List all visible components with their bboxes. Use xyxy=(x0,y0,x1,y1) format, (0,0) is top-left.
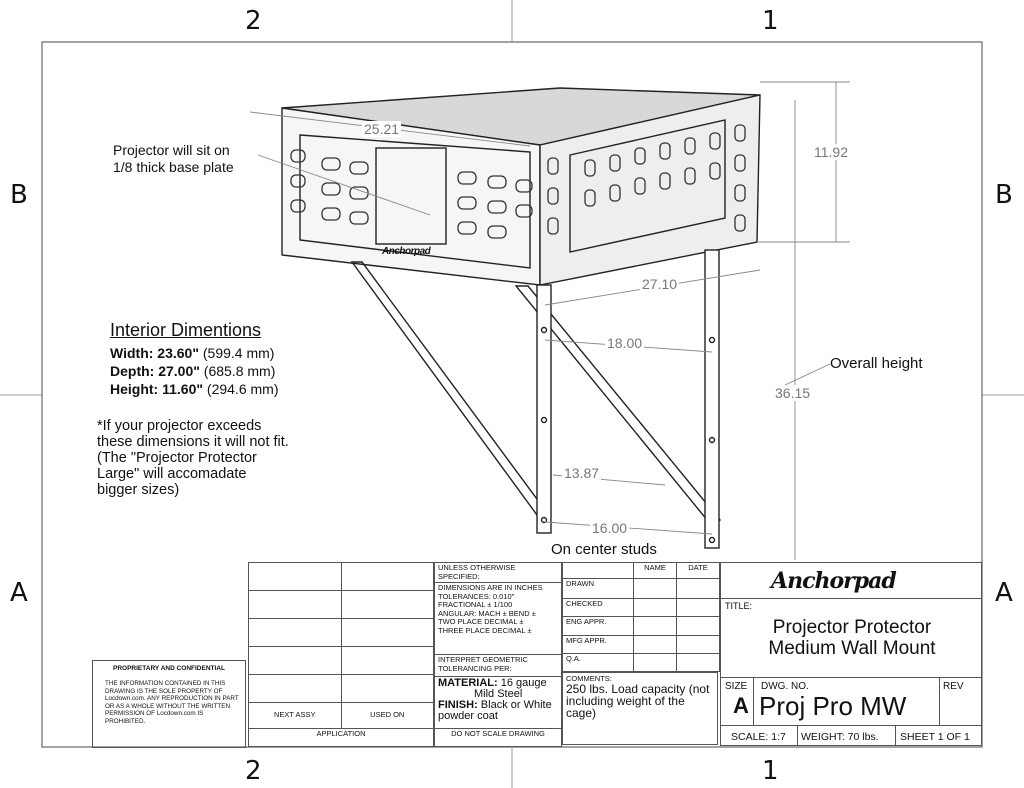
size-value: A xyxy=(733,693,749,718)
dimension-brace: 13.87 xyxy=(564,465,600,481)
weight-value: WEIGHT: 70 lbs. xyxy=(801,731,879,743)
material-label: MATERIAL: xyxy=(438,677,498,689)
comments-label: COMMENTS: xyxy=(566,674,612,683)
comments-box xyxy=(562,672,718,745)
zone-label-right-a: A xyxy=(995,578,1013,608)
material-value: 16 gauge xyxy=(500,677,547,689)
drawn-label: DRAWN xyxy=(563,579,634,599)
dwg-no-value: Proj Pro MW xyxy=(759,691,907,721)
no-scale-label: DO NOT SCALE DRAWING xyxy=(435,729,562,747)
sheet-value: SHEET 1 OF 1 xyxy=(900,731,970,743)
material-value-2: Mild Steel xyxy=(474,688,523,700)
callout-base-plate-line1: Projector will sit on xyxy=(113,142,230,158)
interior-depth-mm: (685.8 mm) xyxy=(203,363,276,379)
finish-label: FINISH: xyxy=(438,699,478,711)
tolerance-line: DIMENSIONS ARE IN INCHES xyxy=(438,583,543,592)
next-assy-label: NEXT ASSY xyxy=(249,703,342,729)
dimension-overall-height: 36.15 xyxy=(775,385,811,401)
scale-value: SCALE: 1:7 xyxy=(731,731,786,743)
mfg-appr-label: MFG APPR. xyxy=(563,635,634,653)
interpret-label: INTERPRET GEOMETRIC TOLERANCING PER: xyxy=(435,655,562,677)
plate-logo: Anchorpad xyxy=(382,246,431,257)
drawing-title-line2: Medium Wall Mount xyxy=(768,638,936,659)
title-label: TITLE: xyxy=(725,601,753,611)
finish-value: Black or White xyxy=(480,699,552,711)
tolerance-line: ANGULAR: MACH ± BEND ± xyxy=(438,608,536,618)
tolerance-line: TWO PLACE DECIMAL ± xyxy=(438,617,524,626)
warning-note xyxy=(97,418,289,498)
zone-label-top-2: 2 xyxy=(245,6,262,36)
callout-overall-height: Overall height xyxy=(830,355,923,372)
zone-label-top-1: 1 xyxy=(762,6,779,36)
warning-line: these dimensions it will not fit. xyxy=(97,434,289,450)
callout-center-studs: On center studs xyxy=(551,541,657,558)
approvals-block xyxy=(562,562,720,672)
zone-label-bottom-1: 1 xyxy=(762,756,779,786)
interior-height-mm: (294.6 mm) xyxy=(206,381,279,397)
comments-text: 250 lbs. Load capacity (not including weight of the cage) xyxy=(566,682,710,720)
callout-base-plate-line2: 1/8 thick base plate xyxy=(113,159,234,175)
finish-value-2: powder coat xyxy=(438,710,498,722)
date-header: DATE xyxy=(677,563,720,579)
application-label: APPLICATION xyxy=(249,729,434,747)
tolerance-line: FRACTIONAL ± 1/100 xyxy=(438,600,513,609)
qa-label: Q.A. xyxy=(563,653,634,671)
dwg-no-label: DWG. NO. xyxy=(761,681,809,692)
zone-label-right-b: B xyxy=(995,180,1013,210)
dimension-depth: 27.10 xyxy=(642,276,678,292)
zone-label-left-a: A xyxy=(10,578,28,608)
tolerance-line: TOLERANCES: 0.010" xyxy=(438,591,515,601)
interior-width-label: Width: 23.60" xyxy=(110,345,199,361)
interior-title: Interior Dimentions xyxy=(110,320,262,340)
drawing-title-line1: Projector Protector xyxy=(772,617,932,638)
warning-line: Large" will accomadate xyxy=(97,466,247,482)
zone-label-left-b: B xyxy=(10,180,28,210)
warning-line: (The "Projector Protector xyxy=(97,450,257,466)
cage-model xyxy=(282,88,760,548)
warning-line: *If your projector exceeds xyxy=(97,418,262,434)
title-area xyxy=(720,562,982,746)
used-on-label: USED ON xyxy=(341,703,434,729)
tolerance-line: THREE PLACE DECIMAL ± xyxy=(438,625,532,635)
size-label: SIZE xyxy=(725,681,748,692)
dimension-leg-spacing: 18.00 xyxy=(607,335,643,351)
name-header: NAME xyxy=(634,563,677,579)
interior-depth-label: Depth: 27.00" xyxy=(110,363,200,379)
zone-label-bottom-2: 2 xyxy=(245,756,262,786)
dimension-stud-spacing: 16.00 xyxy=(592,520,628,536)
tolerance-block xyxy=(434,562,562,747)
proprietary-text: THE INFORMATION CONTAINED IN THIS DRAWING IS THE SOLE PROPERTY OF Locdown.com. ANY REPRODUCTION IN PART OR AS A WHOLE WITHOUT THE WRITTEN PERMISSION OF Locdown.com IS PROHIBITED. xyxy=(105,680,239,725)
proprietary-title: PROPRIETARY AND CONFIDENTIAL xyxy=(113,665,225,672)
revision-grid xyxy=(248,562,434,747)
rev-label: REV xyxy=(943,681,964,692)
unless-label: UNLESS OTHERWISE SPECIFIED: xyxy=(435,563,562,583)
proprietary-box xyxy=(92,660,246,748)
company-logo: Anchorpad xyxy=(771,568,896,594)
interior-height-label: Height: 11.60" xyxy=(110,381,204,397)
warning-line: bigger sizes) xyxy=(97,482,180,498)
checked-label: CHECKED xyxy=(563,599,634,617)
dimension-width: 25.21 xyxy=(364,121,400,137)
interior-width-mm: (599.4 mm) xyxy=(202,345,275,361)
eng-appr-label: ENG APPR. xyxy=(563,617,634,635)
dimension-cage-height: 11.92 xyxy=(814,144,848,160)
